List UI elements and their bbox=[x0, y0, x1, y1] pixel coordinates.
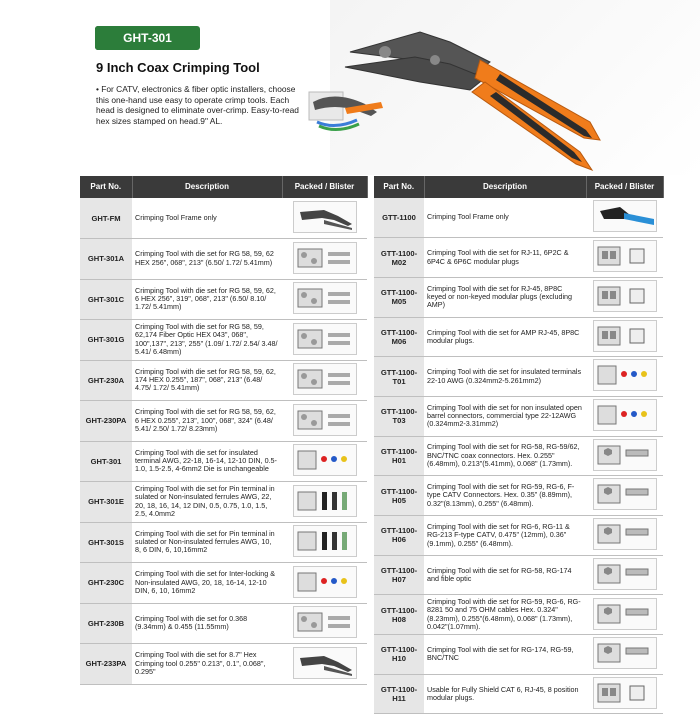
coax-die-icon bbox=[593, 598, 657, 630]
die-set-icon bbox=[293, 363, 357, 395]
table-row bbox=[80, 239, 367, 280]
coax-die-icon bbox=[593, 518, 657, 550]
modular-die-icon bbox=[593, 320, 657, 352]
table-row bbox=[80, 198, 367, 239]
part-number: GTT-1100 bbox=[374, 198, 424, 238]
right-product-table bbox=[374, 176, 664, 714]
coax-die-icon bbox=[593, 439, 657, 471]
table-row bbox=[80, 401, 367, 442]
part-number: GTT-1100-M05 bbox=[374, 277, 424, 317]
die-set-icon bbox=[293, 404, 357, 436]
col-part-no: Part No. bbox=[80, 176, 132, 198]
table-row bbox=[80, 644, 367, 685]
table-row bbox=[374, 396, 663, 436]
part-description: Crimping Tool with die set for RG-59, RG-6, RG-8281 50 and 75 OHM cables Hex. 0.324" (8.23mm), 0.255"(6.48mm), 0.068" (1.73mm), 0.042"(1.07mm). bbox=[424, 595, 586, 635]
packed-image-cell bbox=[586, 238, 663, 278]
table-row bbox=[80, 279, 367, 320]
modular-die-icon bbox=[593, 280, 657, 312]
frame-icon bbox=[293, 647, 357, 679]
die-set-icon bbox=[293, 282, 357, 314]
die-set-icon bbox=[293, 323, 357, 355]
table-row bbox=[374, 436, 663, 476]
part-number: GTT-1100-H10 bbox=[374, 635, 424, 675]
die-set-icon bbox=[293, 606, 357, 638]
part-number: GHT-230PA bbox=[80, 401, 132, 442]
table-row bbox=[374, 198, 663, 238]
packed-image-cell bbox=[586, 516, 663, 556]
packed-image-cell bbox=[282, 320, 367, 361]
terminal-icon bbox=[593, 359, 657, 391]
part-number: GTT-1100-H05 bbox=[374, 476, 424, 516]
coax-die-icon bbox=[593, 558, 657, 590]
part-number: GTT-1100-H06 bbox=[374, 516, 424, 556]
part-description: Crimping Tool with die set for RG-6, RG-11 & RG-213 F-type CATV, 0.475" (12mm), 0.36"(9.1mm), 0.255" (6.48mm). bbox=[424, 516, 586, 556]
packed-image-cell bbox=[586, 555, 663, 595]
packed-image-cell bbox=[586, 317, 663, 357]
part-number: GTT-1100-H01 bbox=[374, 436, 424, 476]
table-row bbox=[374, 357, 663, 397]
part-number: GHT-301G bbox=[80, 320, 132, 361]
part-number: GHT-233PA bbox=[80, 644, 132, 685]
frame-icon bbox=[293, 201, 357, 233]
small-tool-photo bbox=[305, 82, 385, 148]
col-description: Description bbox=[132, 176, 282, 198]
part-description: Crimping Tool with die set for Inter-locking & Non-insulated AWG, 20, 18, 16-14, 12-10 DIN, 6, 10, 16mm2 bbox=[132, 563, 282, 604]
table-row bbox=[374, 516, 663, 556]
part-description: Crimping Tool Frame only bbox=[132, 198, 282, 239]
packed-image-cell bbox=[586, 277, 663, 317]
modular-die-icon bbox=[593, 240, 657, 272]
frame-blue-icon bbox=[593, 200, 657, 232]
packed-image-cell bbox=[282, 401, 367, 442]
packed-image-cell bbox=[282, 239, 367, 280]
packed-image-cell bbox=[282, 644, 367, 685]
table-row bbox=[80, 603, 367, 644]
packed-image-cell bbox=[282, 603, 367, 644]
part-description: Crimping Tool with die set for AMP RJ-45, 8P8C modular plugs. bbox=[424, 317, 586, 357]
table-row bbox=[374, 317, 663, 357]
table-row bbox=[374, 555, 663, 595]
part-description: Crimping Tool with die set for RG-174, RG-59, BNC/TNC bbox=[424, 635, 586, 675]
die-set-icon bbox=[293, 242, 357, 274]
packed-image-cell bbox=[586, 396, 663, 436]
part-description: Usable for Fully Shield CAT 6, RJ-45, 8 position modular plugs. bbox=[424, 674, 586, 714]
col-description: Description bbox=[424, 176, 586, 198]
part-description: Crimping Tool with die set for RG-58, RG-174 and fible optic bbox=[424, 555, 586, 595]
terminal-icon bbox=[593, 399, 657, 431]
table-row bbox=[374, 238, 663, 278]
table-row bbox=[80, 482, 367, 523]
packed-image-cell bbox=[282, 198, 367, 239]
part-number: GTT-1100-M06 bbox=[374, 317, 424, 357]
part-description: Crimping Tool with die set for RG 58, 59, 62,174 Fiber Optic HEX 043", 068", 100",137", 213", 255" (1.09/ 1.72/ 2.54/ 3.48/ 5.41/ 6.48mm) bbox=[132, 320, 282, 361]
left-product-table bbox=[80, 176, 368, 685]
part-number: GTT-1100-H08 bbox=[374, 595, 424, 635]
part-description: Crimping Tool with die set for Pin terminal in sulated or Non-insulated ferrules AWG, 22, 20, 18, 16, 14, 12 DIN, 0.5, 0.75, 1.0, 1.5, 2.5, 4.0mm2 bbox=[132, 482, 282, 523]
ferrule-icon bbox=[293, 525, 357, 557]
packed-image-cell bbox=[282, 279, 367, 320]
packed-image-cell bbox=[282, 522, 367, 563]
part-description: Crimping Tool with die set for RJ-45, 8P8C keyed or non-keyed modular plugs (excluding AMP) bbox=[424, 277, 586, 317]
table-row bbox=[80, 360, 367, 401]
table-row bbox=[374, 277, 663, 317]
part-number: GHT-230C bbox=[80, 563, 132, 604]
packed-image-cell bbox=[586, 674, 663, 714]
packed-image-cell bbox=[282, 360, 367, 401]
part-description: Crimping Tool with die set for RG 58, 59, 62, 6 HEX 256", 319", 068", 213" (6.50/ 8.10/ 1.72/ 5.41mm) bbox=[132, 279, 282, 320]
part-number: GHT-301 bbox=[80, 441, 132, 482]
part-description: Crimping Tool with die set for RG 58, 59, 62, 6 HEX 0.255", 213", 100", 068", 324" (6.48/ 5.41/ 2.50/ 1.72/ 8.23mm) bbox=[132, 401, 282, 442]
part-number: GHT-301C bbox=[80, 279, 132, 320]
packed-image-cell bbox=[282, 563, 367, 604]
part-number: GHT-301E bbox=[80, 482, 132, 523]
part-number: GHT-230B bbox=[80, 603, 132, 644]
table-row bbox=[374, 476, 663, 516]
table-header-row bbox=[80, 176, 367, 198]
packed-image-cell bbox=[586, 635, 663, 675]
table-header-row bbox=[374, 176, 663, 198]
table-row bbox=[374, 674, 663, 714]
part-number: GHT-FM bbox=[80, 198, 132, 239]
col-packed: Packed / Blister bbox=[586, 176, 663, 198]
part-description: Crimping Tool with die set for RG-59, RG-6, F-type CATV Connectors. Hex. 0.35" (8.89mm), 0.32"(8.13mm), 0.255" (6.48mm). bbox=[424, 476, 586, 516]
col-packed: Packed / Blister bbox=[282, 176, 367, 198]
terminal-icon bbox=[293, 566, 357, 598]
part-description: Crimping Tool with die set for RG 58, 59, 62 HEX 256", 068", 213" (6.50/ 1.72/ 5.41mm) bbox=[132, 239, 282, 280]
part-number: GHT-230A bbox=[80, 360, 132, 401]
part-number: GTT-1100-H11 bbox=[374, 674, 424, 714]
table-row bbox=[80, 320, 367, 361]
part-number: GTT-1100-M02 bbox=[374, 238, 424, 278]
packed-image-cell bbox=[282, 441, 367, 482]
ferrule-icon bbox=[293, 485, 357, 517]
part-number: GTT-1100-T03 bbox=[374, 396, 424, 436]
part-description: Crimping Tool with die set for insulated terminals 22-10 AWG (0.324mm2-5.261mm2) bbox=[424, 357, 586, 397]
table-row bbox=[80, 563, 367, 604]
coax-die-icon bbox=[593, 637, 657, 669]
packed-image-cell bbox=[586, 198, 663, 238]
modular-die-icon bbox=[593, 677, 657, 709]
part-description: Crimping Tool with die set for 8.7" Hex Crimping tool 0.255" 0.213", 0.1", 0.068", 0.295" bbox=[132, 644, 282, 685]
table-row bbox=[374, 635, 663, 675]
terminal-icon bbox=[293, 444, 357, 476]
part-description: Crimping Tool with die set for RJ-11, 6P2C & 6P4C & 6P6C modular plugs bbox=[424, 238, 586, 278]
part-description: Crimping Tool with die set for Pin terminal in sulated or Non-insulated ferrules AWG, 10, 8, 6 DIN, 6, 10,16mm2 bbox=[132, 522, 282, 563]
col-part-no: Part No. bbox=[374, 176, 424, 198]
part-number: GHT-301A bbox=[80, 239, 132, 280]
packed-image-cell bbox=[282, 482, 367, 523]
part-description: Crimping Tool with die set for 0.368 (9.34mm) & 0.455 (11.55mm) bbox=[132, 603, 282, 644]
coax-die-icon bbox=[593, 478, 657, 510]
table-row bbox=[374, 595, 663, 635]
packed-image-cell bbox=[586, 595, 663, 635]
product-description: • For CATV, electronics & fiber optic installers, choose this one-hand use easy to operate crimp tools. Each head is designed to eliminate over-crimp. Easy-to-read hex sizes stamped on head.9" AL. bbox=[96, 84, 299, 126]
part-description: Crimping Tool Frame only bbox=[424, 198, 586, 238]
part-number: GTT-1100-H07 bbox=[374, 555, 424, 595]
table-row bbox=[80, 522, 367, 563]
part-description: Crimping Tool with die set for RG 58, 59, 62, 174 HEX 0.255", 187", 068", 213" (6.48/ 4.75/ 1.72/ 5.41mm) bbox=[132, 360, 282, 401]
packed-image-cell bbox=[586, 357, 663, 397]
part-description: Crimping Tool with die set for RG-58, RG-59/62, BNC/TNC coax connectors. Hex. 0.255" (6.48mm), 0.213"(5.41mm), 0.068" (1.73mm). bbox=[424, 436, 586, 476]
packed-image-cell bbox=[586, 476, 663, 516]
part-number: GHT-301S bbox=[80, 522, 132, 563]
part-description: Crimping Tool with die set for non insulated open barrel connectors, commercial type 22-12AWG (0.324mm2-3.31mm2) bbox=[424, 396, 586, 436]
product-title: 9 Inch Coax Crimping Tool bbox=[96, 60, 260, 75]
part-description: Crimping Tool with die set for insulated terminal AWG, 22-18, 16-14, 12-10 DIN, 0.5-1.0, 1.5-2.5, 4-6mm2 Die is unchangeable bbox=[132, 441, 282, 482]
product-code-badge: GHT-301 bbox=[95, 26, 200, 50]
table-row bbox=[80, 441, 367, 482]
packed-image-cell bbox=[586, 436, 663, 476]
part-number: GTT-1100-T01 bbox=[374, 357, 424, 397]
